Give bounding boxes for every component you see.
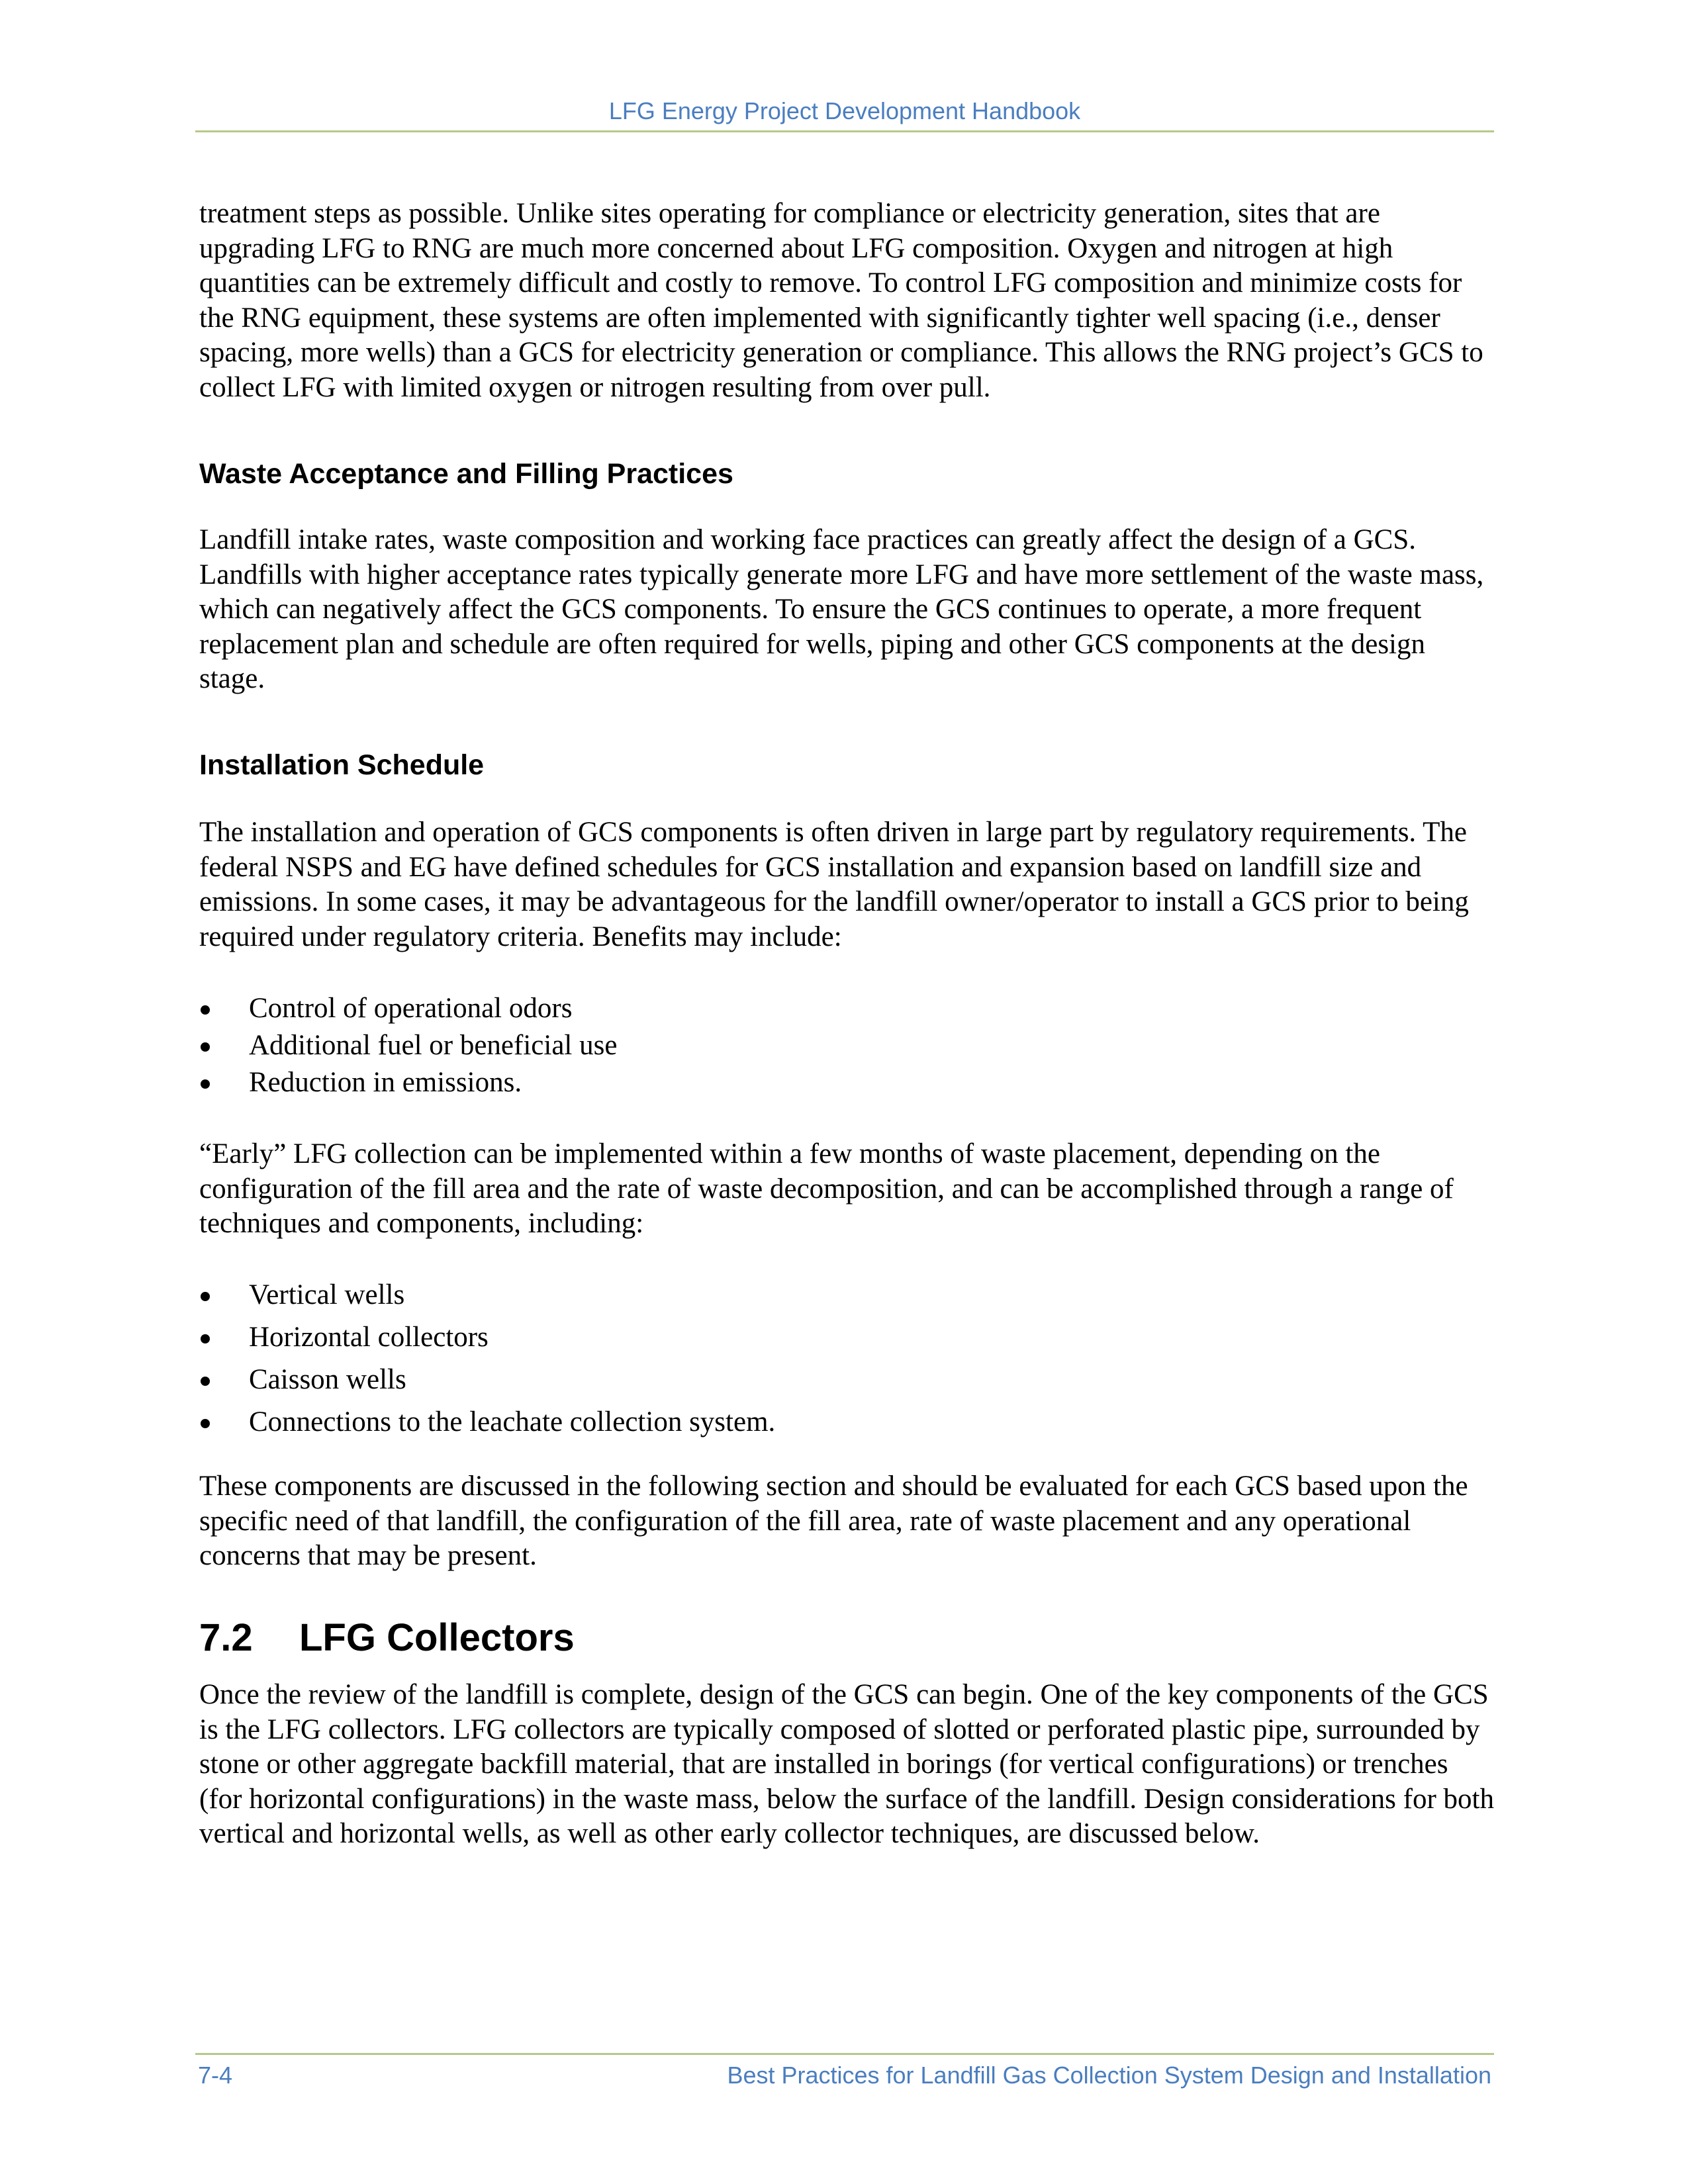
benefits-list [199, 990, 1497, 1101]
paragraph-early-collection: “Early” LFG collection can be implemented within a few months of waste placement, depending on the configuration of the fill area and the rate of waste decomposition, and can be accomplished through a range of techniques and components, including: [199, 1138, 1454, 1240]
footer-rule [195, 2053, 1494, 2055]
list-item: Caisson wells [199, 1359, 1497, 1401]
section-number: 7.2 [199, 1616, 253, 1659]
heading-waste-acceptance: Waste Acceptance and Filling Practices [199, 458, 733, 490]
list-item: Connections to the leachate collection system. [199, 1401, 1497, 1443]
list-item: Vertical wells [199, 1274, 1497, 1316]
paragraph-components: These components are discussed in the following section and should be evaluated for each GCS based upon the specific need of that landfill, the configuration of the fill area, rate of waste placement and any operational concerns that may be present. [199, 1471, 1468, 1572]
header-rule [195, 130, 1494, 132]
paragraph-schedule: The installation and operation of GCS components is often driven in large part by regulatory requirements. The federal NSPS and EG have defined schedules for GCS installation and expansion based on landfill size and emissions. In some cases, it may be advantageous for the landfill owner/operator to install a GCS prior to being required under regulatory criteria. Benefits may include: [199, 817, 1469, 952]
heading-installation-schedule: Installation Schedule [199, 749, 485, 781]
page-number: 7-4 [198, 2062, 233, 2089]
list-item: Additional fuel or beneficial use [199, 1027, 1497, 1064]
footer-title: Best Practices for Landfill Gas Collection System Design and Installation [727, 2062, 1491, 2089]
section-title: LFG Collectors [299, 1616, 575, 1659]
paragraph-intro: treatment steps as possible. Unlike sites operating for compliance or electricity generation, sites that are upgrading LFG to RNG are much more concerned about LFG composition. Oxygen and nitrogen at high quantities can be extremely difficult and costly to remove. To control LFG composition and minimize costs for the RNG equipment, these systems are often implemented with significantly tighter well spacing (i.e., denser spacing, more wells) than a GCS for electricity generation or compliance. This allows the RNG project’s GCS to collect LFG with limited oxygen or nitrogen resulting from over pull. [199, 198, 1483, 403]
list-item: Horizontal collectors [199, 1316, 1497, 1359]
list-item: Reduction in emissions. [199, 1064, 1497, 1101]
techniques-list [199, 1274, 1497, 1443]
section-heading [199, 1615, 575, 1661]
running-header: LFG Energy Project Development Handbook [608, 97, 1081, 124]
list-item: Control of operational odors [199, 990, 1497, 1027]
paragraph-collectors: Once the review of the landfill is complete, design of the GCS can begin. One of the key components of the GCS is the LFG collectors. LFG collectors are typically composed of slotted or perforated plastic pipe, surrounded by stone or other aggregate backfill material, that are installed in borings (for vertical configurations) or trenches (for horizontal configurations) in the waste mass, below the surface of the landfill. Design considerations for both vertical and horizontal wells, as well as other early collector techniques, are discussed below. [199, 1679, 1494, 1850]
paragraph-waste: Landfill intake rates, waste composition and working face practices can greatly affect the design of a GCS. Landfills with higher acceptance rates typically generate more LFG and have more settlement of the waste mass, which can negatively affect the GCS components. To ensure the GCS continues to operate, a more frequent replacement plan and schedule are often required for wells, piping and other GCS components at the design stage. [199, 524, 1484, 695]
running-footer [198, 2060, 1491, 2091]
